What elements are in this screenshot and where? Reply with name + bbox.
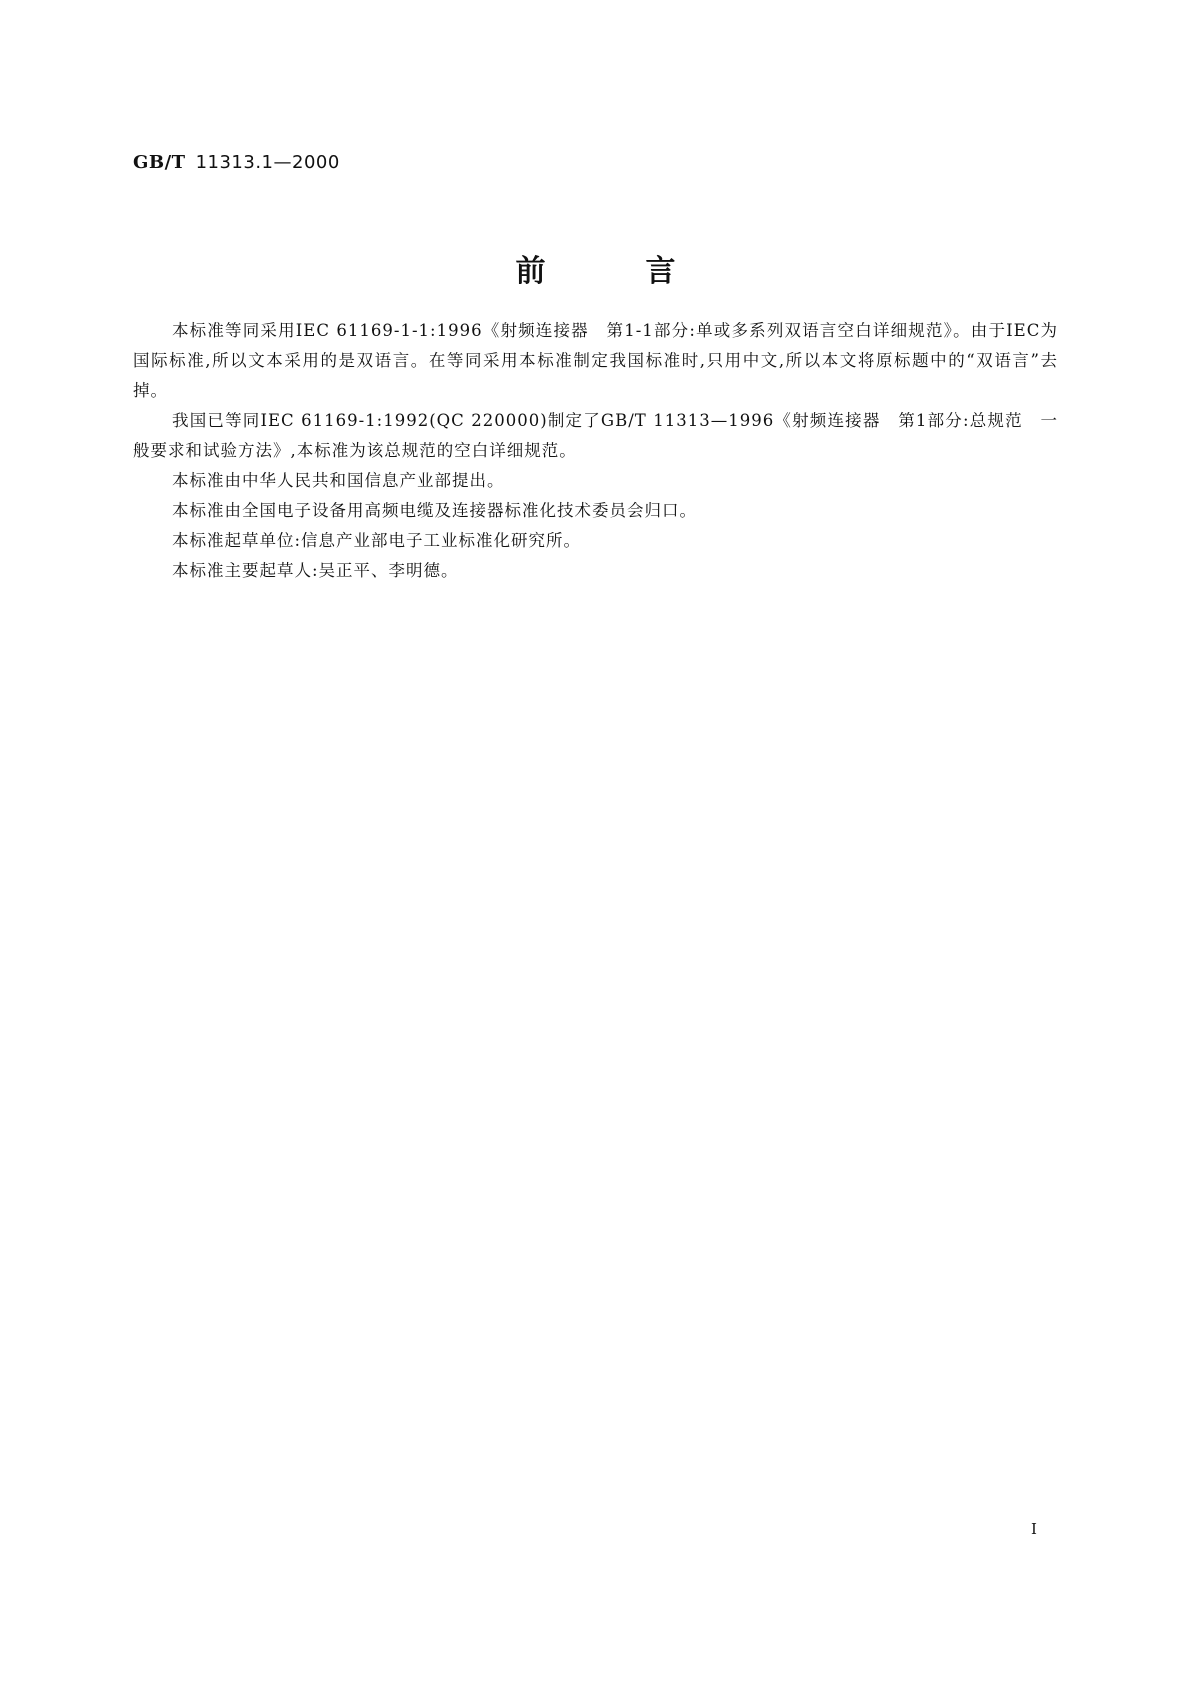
standard-prefix: GB/T	[133, 152, 186, 173]
paragraph-general-spec: 我国已等同IEC 61169-1:1992(QC 220000)制定了GB/T 11313—1996《射频连接器 第1部分:总规范 一般要求和试验方法》,本标准为该总规范的空白详细规范。	[133, 411, 1058, 460]
paragraph-drafting-unit: 本标准起草单位:信息产业部电子工业标准化研究所。	[172, 531, 582, 550]
paragraph-proposer: 本标准由中华人民共和国信息产业部提出。	[172, 471, 505, 490]
standard-code: 11313.1—2000	[195, 152, 340, 173]
foreword-body	[133, 316, 1058, 586]
paragraph-committee: 本标准由全国电子设备用高频电缆及连接器标准化技术委员会归口。	[172, 501, 697, 520]
standard-number	[133, 152, 340, 173]
paragraph-adoption: 本标准等同采用IEC 61169-1-1:1996《射频连接器 第1-1部分:单或多系列双语言空白详细规范》。由于IEC为国际标准,所以文本采用的是双语言。在等同采用本标准制定我国标准时,只用中文,所以本文将原标题中的“双语言”去掉。	[133, 321, 1058, 400]
page-title: 前言	[515, 254, 776, 289]
page-number: I	[1031, 1520, 1037, 1538]
paragraph-drafters: 本标准主要起草人:吴正平、李明德。	[172, 561, 459, 580]
